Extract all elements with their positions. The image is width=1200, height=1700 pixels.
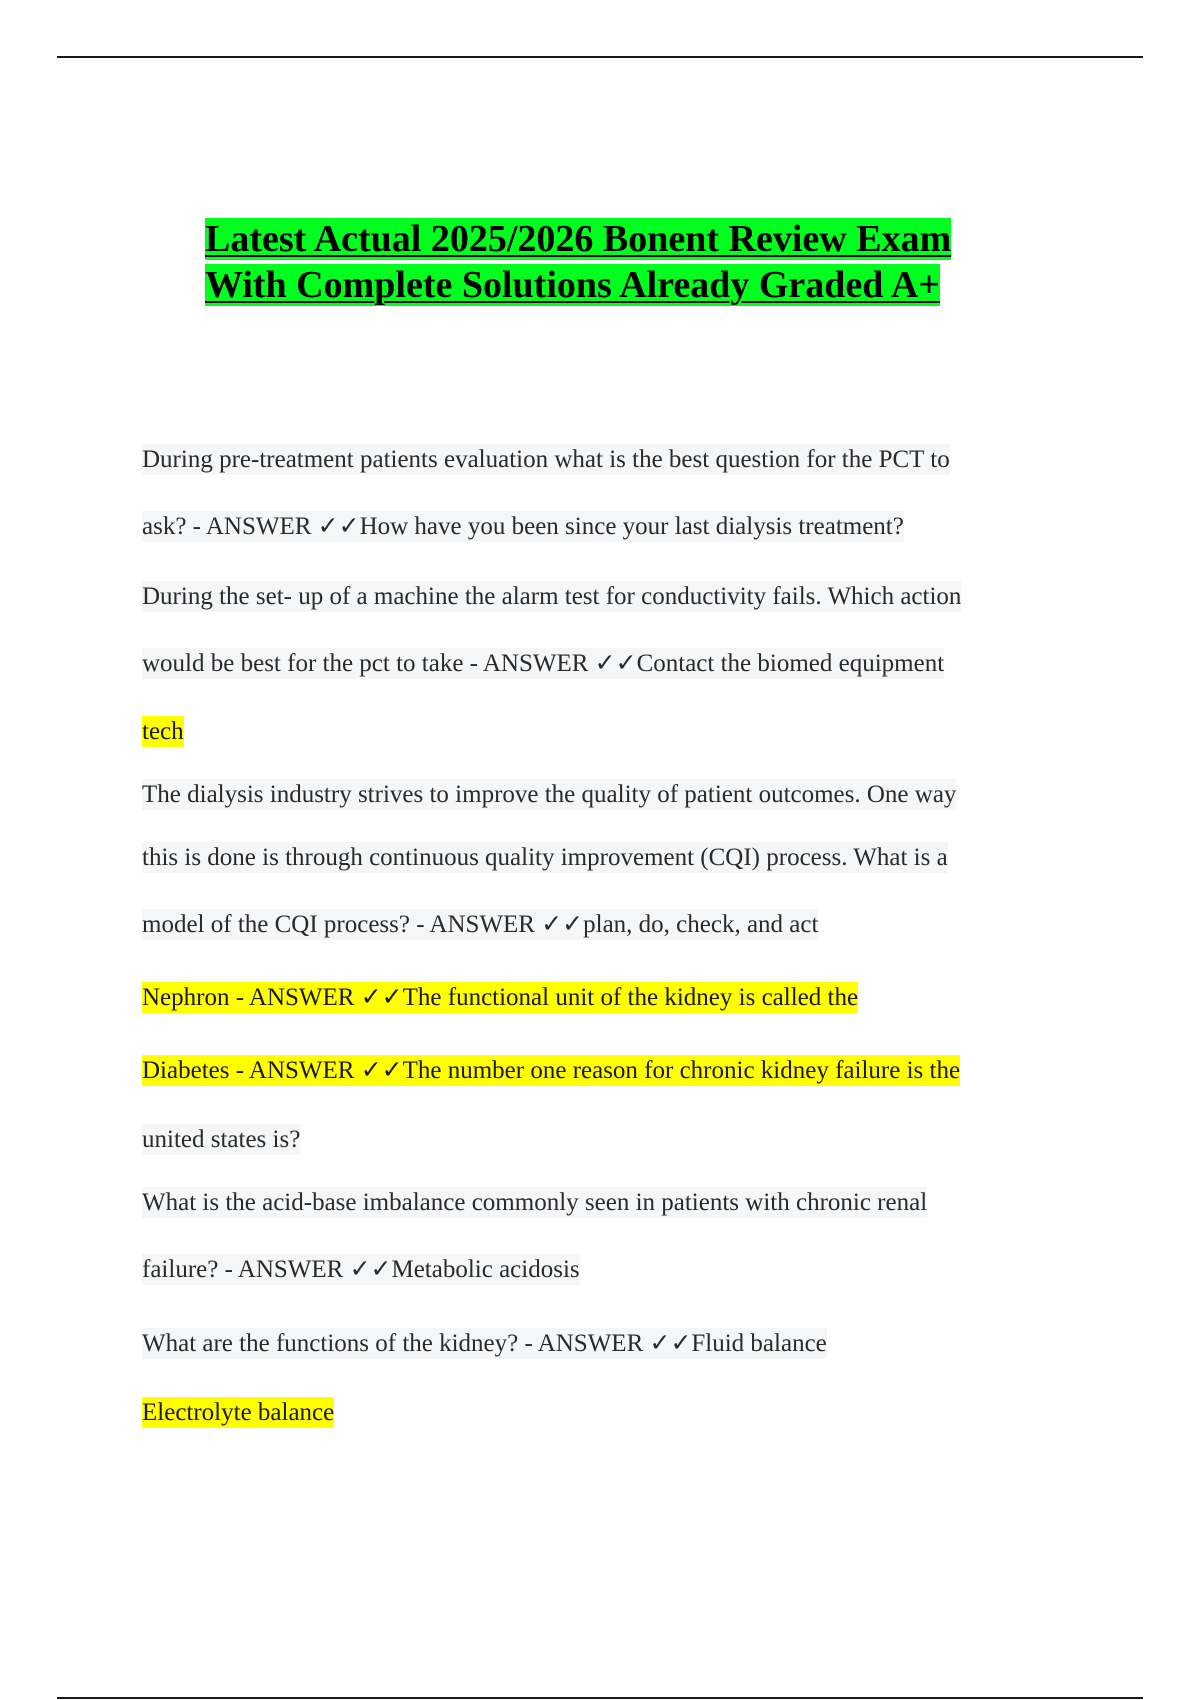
line-text: this is done is through continuous quality improvement (CQI) process. What is a xyxy=(142,844,948,871)
answer-line xyxy=(142,1329,1042,1359)
answer-line-highlighted xyxy=(142,1056,1042,1086)
answer-line xyxy=(142,649,1042,679)
line-text: failure? - ANSWER ✓✓Metabolic acidosis xyxy=(142,1256,580,1283)
question-line xyxy=(142,582,1042,612)
answer-line-highlighted xyxy=(142,717,1042,747)
question-line xyxy=(142,780,1042,810)
answer-line-highlighted xyxy=(142,983,1042,1013)
line-text: What are the functions of the kidney? - ANSWER ✓✓Fluid balance xyxy=(142,1330,827,1357)
highlighted-text: Nephron - ANSWER ✓✓The functional unit of the kidney is called the xyxy=(142,984,859,1011)
line-text: During the set- up of a machine the alarm test for conductivity fails. Which action xyxy=(142,583,962,610)
question-line xyxy=(142,1125,1042,1155)
highlighted-text: Electrolyte balance xyxy=(142,1399,335,1426)
highlighted-text: tech xyxy=(142,718,184,745)
title-line-1: Latest Actual 2025/2026 Bonent Review Exam xyxy=(205,218,952,260)
answer-line xyxy=(142,1255,1042,1285)
line-text: would be best for the pct to take - ANSWER ✓✓Contact the biomed equipment xyxy=(142,650,945,677)
line-text: model of the CQI process? - ANSWER ✓✓plan, do, check, and act xyxy=(142,911,819,938)
top-rule xyxy=(57,56,1143,58)
answer-line xyxy=(142,910,1042,940)
answer-line xyxy=(142,512,1042,542)
document-title xyxy=(205,216,1025,308)
line-text: During pre-treatment patients evaluation what is the best question for the PCT to xyxy=(142,446,950,473)
highlighted-text: Diabetes - ANSWER ✓✓The number one reason for chronic kidney failure is the xyxy=(142,1057,961,1084)
line-text: What is the acid-base imbalance commonly seen in patients with chronic renal xyxy=(142,1189,928,1216)
line-text: The dialysis industry strives to improve the quality of patient outcomes. One way xyxy=(142,781,957,808)
question-line xyxy=(142,445,1042,475)
bottom-rule xyxy=(57,1697,1143,1699)
title-line-2: With Complete Solutions Already Graded A+ xyxy=(205,264,940,306)
line-text: united states is? xyxy=(142,1126,301,1153)
line-text: ask? - ANSWER ✓✓How have you been since your last dialysis treatment? xyxy=(142,513,904,540)
question-line xyxy=(142,1188,1042,1218)
answer-line-highlighted xyxy=(142,1398,1042,1428)
question-line xyxy=(142,843,1042,873)
